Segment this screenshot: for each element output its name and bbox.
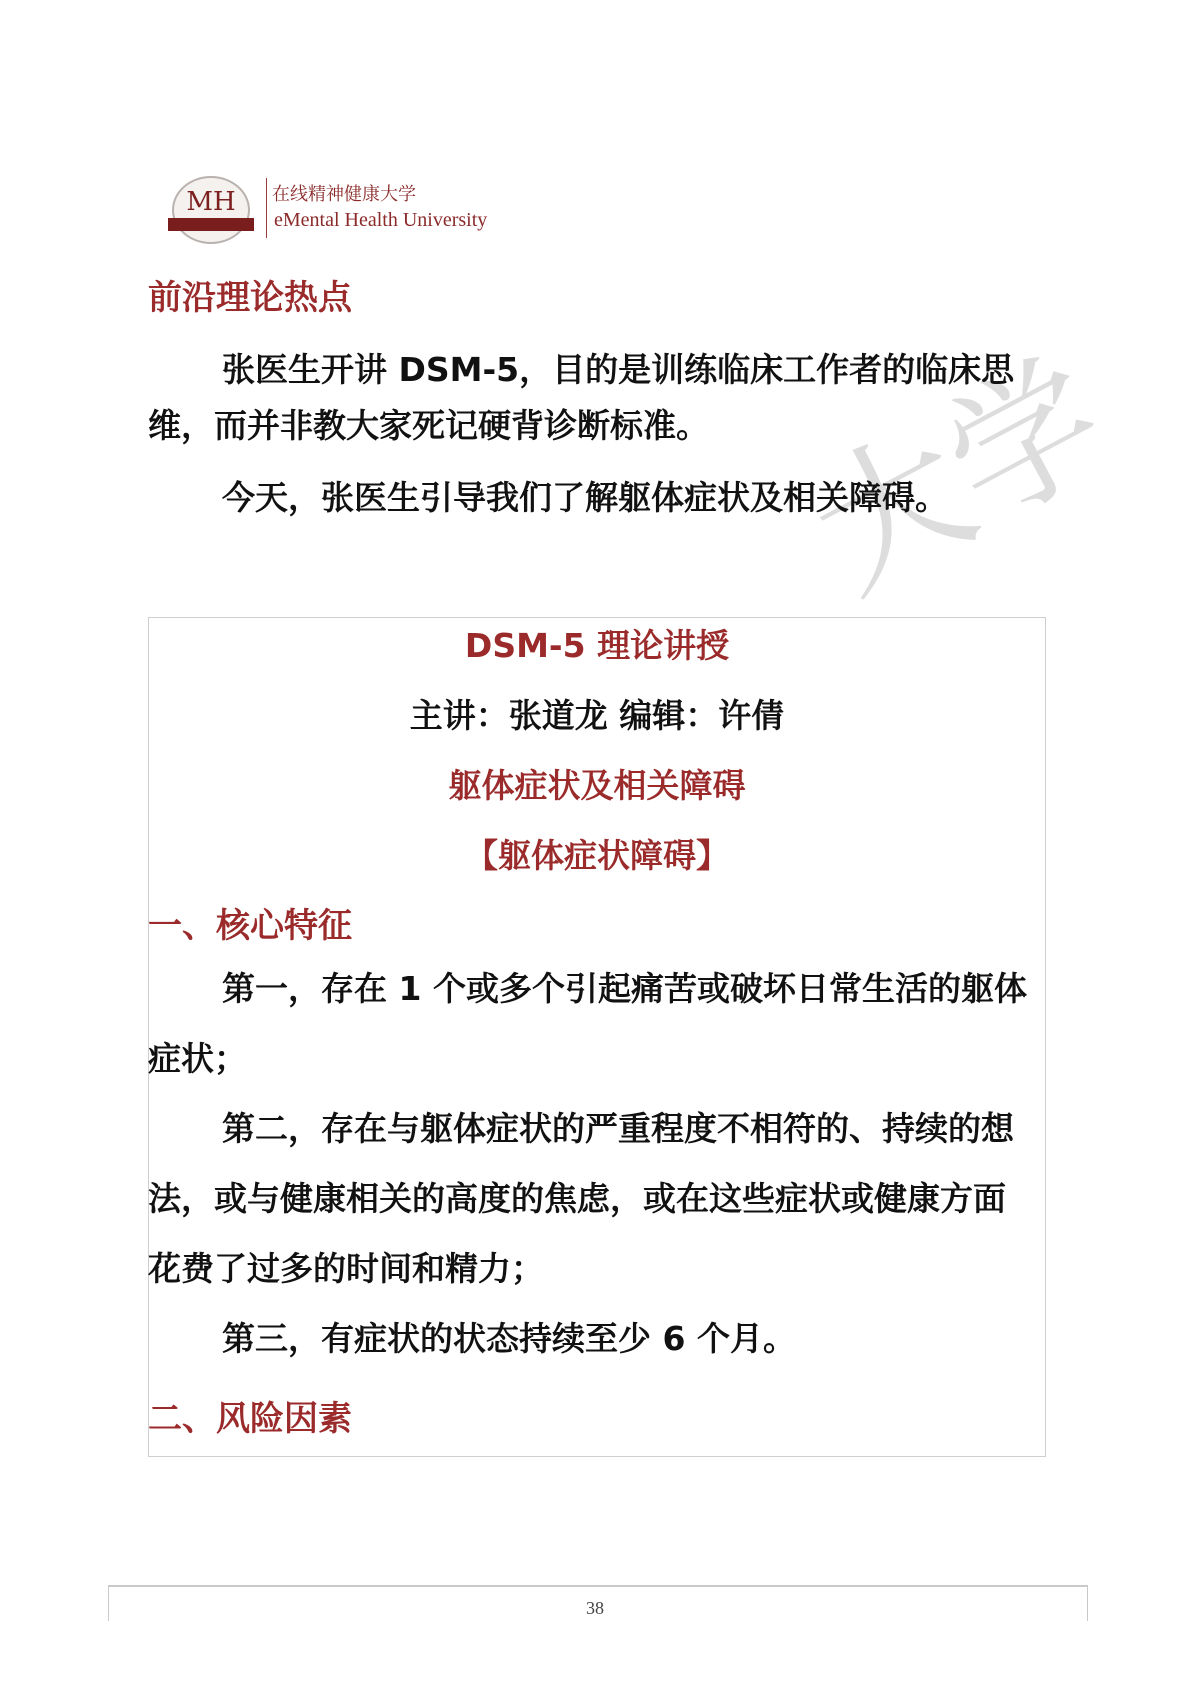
intro-paragraph-2-text: 今天，张医生引导我们了解躯体症状及相关障碍。 bbox=[222, 478, 948, 517]
logo-ribbon bbox=[168, 218, 254, 231]
lecture-credits: 主讲：张道龙 编辑：许倩 bbox=[409, 696, 785, 735]
lecture-subtopic: 【躯体症状障碍】 bbox=[465, 836, 729, 875]
logo-seal bbox=[172, 176, 250, 244]
intro-paragraph-2 bbox=[148, 470, 1048, 526]
logo-letters: MH bbox=[186, 187, 236, 217]
list-item bbox=[148, 1304, 1028, 1374]
section-heading: 前沿理论热点 bbox=[148, 278, 352, 318]
intro-paragraph-1 bbox=[148, 342, 1048, 454]
list-item-text: 第二，存在与躯体症状的严重程度不相符的、持续的想法，或与健康相关的高度的焦虑，或在这些症状或健康方面花费了过多的时间和精力； bbox=[148, 1109, 1014, 1288]
list-item-text: 第三，有症状的状态持续至少 6 个月。 bbox=[222, 1319, 796, 1358]
intro-paragraph-1-text: 张医生开讲 DSM-5，目的是训练临床工作者的临床思维，而并非教大家死记硬背诊断标准。 bbox=[148, 350, 1015, 445]
lecture-topic: 躯体症状及相关障碍 bbox=[448, 766, 746, 805]
page-number: 38 bbox=[586, 1598, 604, 1618]
footer-divider bbox=[108, 1585, 1088, 1587]
watermark: 大学 bbox=[786, 330, 1134, 625]
section-core-features: 一、核心特征 bbox=[148, 906, 352, 946]
list-item-text: 第一，存在 1 个或多个引起痛苦或破坏日常生活的躯体症状； bbox=[148, 969, 1027, 1078]
logo-divider bbox=[266, 178, 267, 238]
section-risk-factors: 二、风险因素 bbox=[148, 1399, 352, 1439]
lecture-title: DSM-5 理论讲授 bbox=[464, 626, 730, 665]
logo-english-name: eMental Health University bbox=[274, 209, 488, 231]
university-logo bbox=[172, 176, 492, 248]
logo-chinese-name: 在线精神健康大学 bbox=[272, 184, 416, 205]
list-item bbox=[148, 954, 1028, 1094]
list-item bbox=[148, 1094, 1028, 1304]
